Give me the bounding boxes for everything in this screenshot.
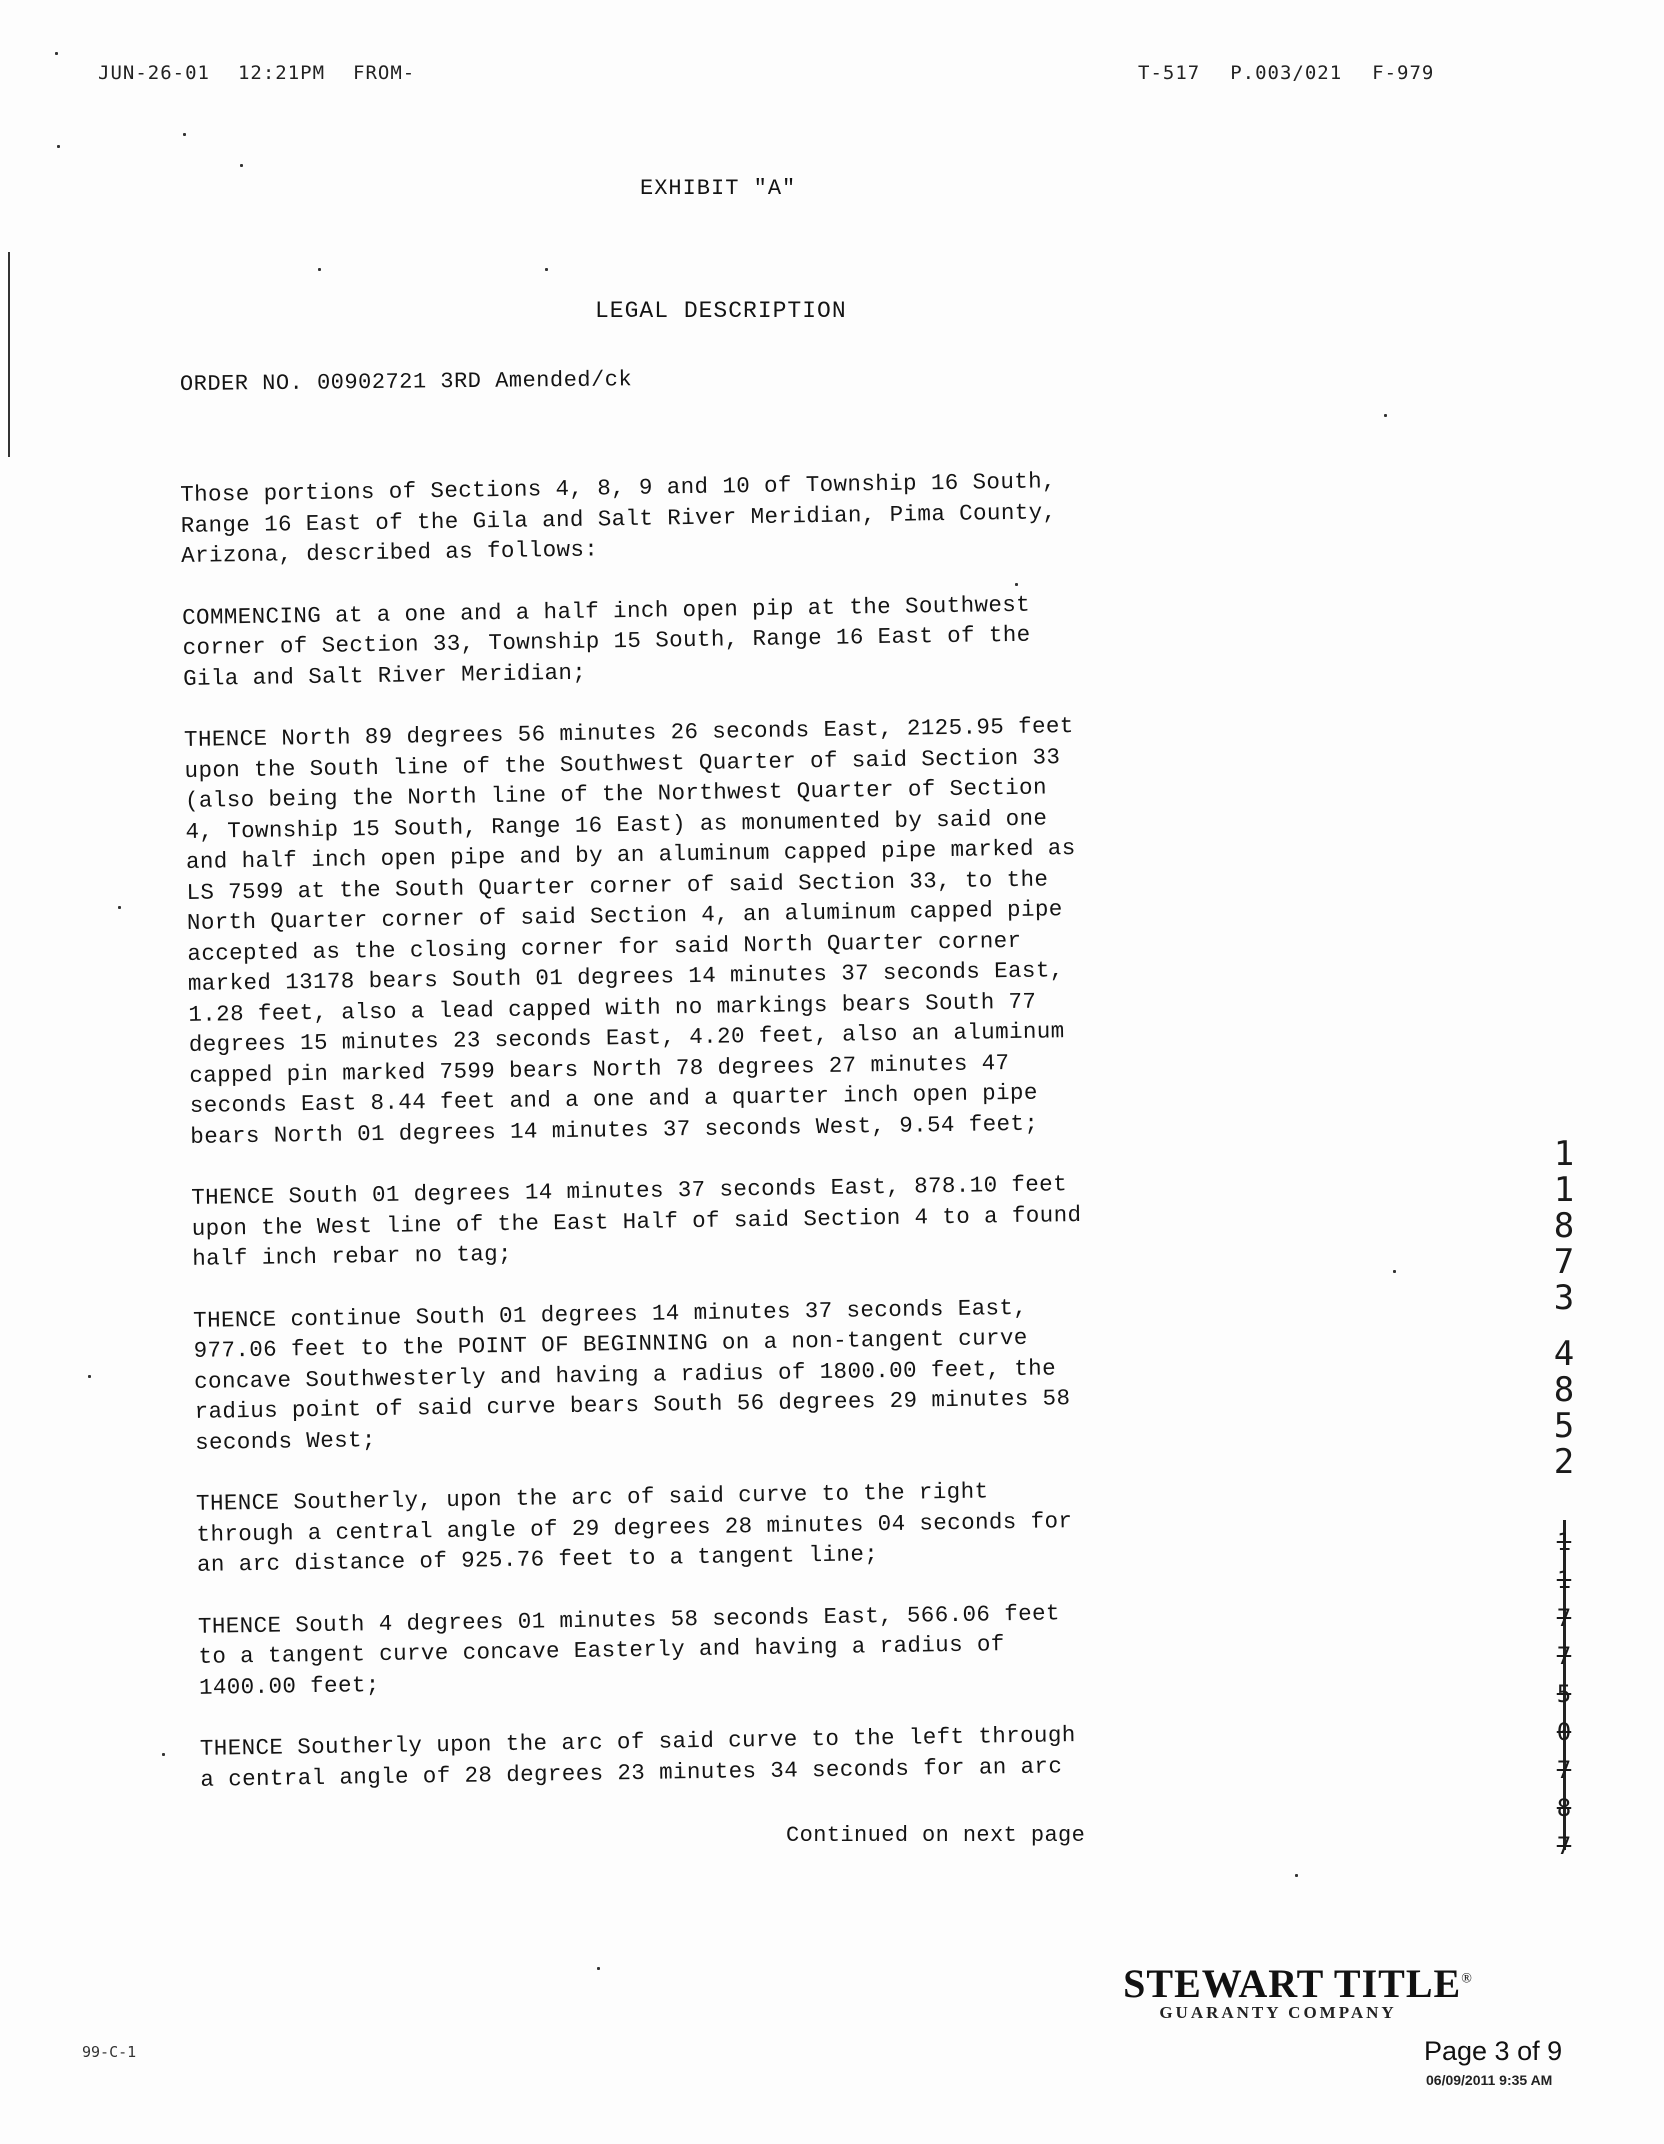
- old-digit: 7: [1556, 1832, 1572, 1860]
- page-digit: 8: [1553, 1370, 1575, 1410]
- old-digit: 8: [1556, 1794, 1572, 1822]
- scan-speck: [118, 906, 121, 909]
- docket-digit: 8: [1553, 1206, 1575, 1246]
- old-digit: 7: [1556, 1604, 1572, 1632]
- paragraph-thence-6: THENCE Southerly upon the arc of said curve to the left through a central angle of 28 degrees 23 minutes 34 seconds for an arc: [199, 1722, 1076, 1793]
- fax-header: [0, 62, 1664, 92]
- scan-speck: [1393, 1270, 1396, 1273]
- fax-page: P.003/021: [1230, 62, 1343, 84]
- fax-time: 12:21PM: [237, 62, 326, 84]
- scan-speck: [183, 133, 186, 136]
- page-digit: 2: [1553, 1442, 1575, 1482]
- fax-from: FROM-: [353, 62, 416, 84]
- page-digit: 5: [1553, 1406, 1575, 1446]
- scan-speck: [162, 1753, 165, 1756]
- struck-old-number: [1546, 1523, 1582, 1865]
- fax-edge-line: [8, 252, 10, 457]
- docket-digit: 7: [1553, 1242, 1575, 1282]
- scan-speck: [55, 52, 58, 55]
- company-subtitle: GUARANTY COMPANY: [1159, 2003, 1397, 2022]
- old-digit: 7: [1556, 1642, 1572, 1670]
- paragraph-thence-5: THENCE South 4 degrees 01 minutes 58 seconds East, 566.06 feet to a tangent curve concave Easterly and having a radius of 1400.00 feet;: [197, 1599, 1061, 1701]
- order-number: ORDER NO. 00902721 3RD Amended/ck: [179, 367, 633, 397]
- fax-header-right: [1138, 62, 1464, 84]
- section-title: LEGAL DESCRIPTION: [595, 298, 847, 324]
- old-digit: 5: [1556, 1680, 1572, 1708]
- fax-date: JUN-26-01: [98, 62, 210, 84]
- print-timestamp: 06/09/2011 9:35 AM: [1426, 2072, 1553, 2088]
- docket-digit: 1: [1553, 1134, 1575, 1174]
- paragraph-thence-1: THENCE North 89 degrees 56 minutes 26 seconds East, 2125.95 feet upon the South line of the Southwest Quarter of said Section 33 (also being the North line of the Northwest Quarter of Section 4, Township 15 South, Range 16 East) as monumented by said one and half inch open pipe and by an aluminum capped pipe marked as LS 7599 at the South Quarter corner of said Section 33, to the North Quarter corner of said Section 4, an aluminum capped pipe accepted as the closing corner for said North Quarter corner marked 13178 bears South 01 degrees 14 minutes 37 seconds East, 1.28 feet, also a lead capped with no markings bears South 77 degrees 15 minutes 23 seconds East, 4.20 feet, also an aluminum capped pin marked 7599 bears North 78 degrees 27 minutes 47 seconds East 8.44 feet and a one and a quarter inch open pipe bears North 01 degrees 14 minutes 37 seconds West, 9.54 feet;: [183, 712, 1076, 1150]
- paragraph-commencing: COMMENCING at a one and a half inch open pip at the Southwest corner of Section 33, Township 15 South, Range 16 East of the Gila and Salt River Meridian;: [181, 591, 1031, 692]
- old-digit: 1: [1556, 1566, 1572, 1594]
- scan-speck: [1295, 1874, 1298, 1877]
- exhibit-title: EXHIBIT "A": [640, 176, 797, 201]
- recording-docket-number: [1546, 1136, 1582, 1316]
- scan-speck: [88, 1375, 91, 1378]
- page-number: Page 3 of 9: [1424, 2036, 1563, 2066]
- legal-description-body: [180, 464, 1211, 1795]
- company-name-text: STEWART TITLE: [1123, 1961, 1462, 2006]
- docket-digit: 1: [1553, 1170, 1575, 1210]
- old-digit: 1: [1556, 1528, 1572, 1556]
- scan-speck: [1384, 414, 1387, 417]
- paragraph-intro: Those portions of Sections 4, 8, 9 and 10 of Township 16 South, Range 16 East of the Gila and Salt River Meridian, Pima County, Arizona, described as follows:: [180, 468, 1057, 569]
- scan-speck: [240, 164, 243, 167]
- old-digit: 0: [1556, 1718, 1572, 1746]
- docket-digit: 3: [1553, 1278, 1575, 1318]
- stewart-title-logo: [1118, 1960, 1478, 2023]
- scan-speck: [1015, 583, 1018, 586]
- fax-id: F-979: [1372, 62, 1435, 84]
- paragraph-thence-4: THENCE Southerly, upon the arc of said curve to the right through a central angle of 29 degrees 28 minutes 04 seconds for an arc distance of 925.76 feet to a tangent line;: [195, 1478, 1073, 1578]
- fax-header-left: [98, 62, 443, 84]
- fax-transmission: T-517: [1138, 62, 1201, 84]
- recording-page-number: [1546, 1336, 1582, 1480]
- paragraph-thence-3: THENCE continue South 01 degrees 14 minutes 37 seconds East, 977.06 feet to the POINT OF BEGINNING on a non-tangent curve concave Southwesterly and having a radius of 1800.00 feet, the radius point of said curve bears South 56 degrees 29 minutes 58 seconds West;: [192, 1294, 1071, 1456]
- scan-speck: [57, 145, 60, 148]
- old-digit: 7: [1556, 1756, 1572, 1784]
- page-digit: 4: [1553, 1334, 1575, 1374]
- scan-speck: [597, 1967, 600, 1970]
- registered-mark: ®: [1461, 1971, 1473, 1987]
- paragraph-thence-2: THENCE South 01 degrees 14 minutes 37 seconds East, 878.10 feet upon the West line of the East Half of said Section 4 to a found half inch rebar no tag;: [191, 1171, 1082, 1272]
- company-name: [1118, 1960, 1478, 2007]
- continued-note: Continued on next page: [786, 1823, 1086, 1848]
- scan-speck: [318, 268, 321, 271]
- scan-speck: [545, 268, 548, 271]
- form-code: 99-C-1: [82, 2043, 137, 2061]
